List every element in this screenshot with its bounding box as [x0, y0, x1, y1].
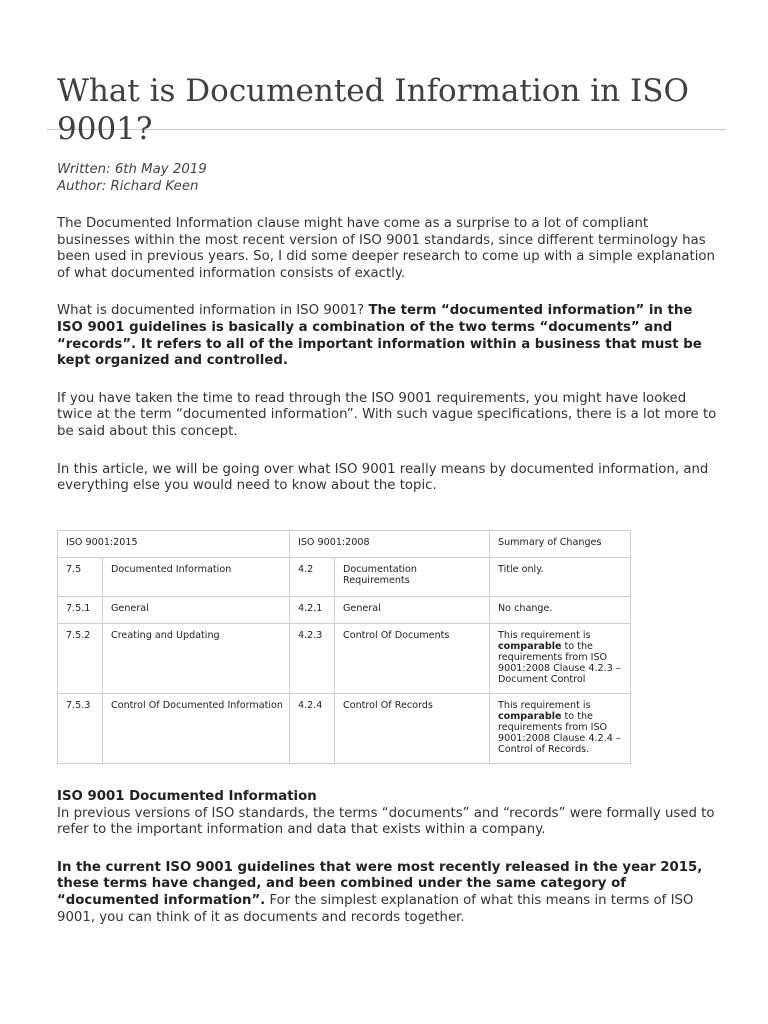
table-row — [58, 558, 631, 597]
table-cell — [490, 624, 631, 694]
table-cell: Title only. — [490, 558, 631, 597]
page-title: What is Documented Information in ISO 9001? — [57, 73, 689, 147]
definition-bold: The term “documented information” in the ISO 9001 guidelines is basically a combination of the two terms “documents” and “records”. It refers to all of the important information within a business that must be kept organized and controlled. — [57, 303, 702, 369]
table-cell: 7.5 — [58, 558, 103, 597]
previous-versions-paragraph: In previous versions of ISO standards, the terms “documents” and “records” were formally used to refer to the important information and data that exists within a company. — [57, 805, 715, 838]
cell-text: to the requirements from ISO 9001:2008 Clause 4.2.4 – Control of Records. — [498, 711, 621, 755]
table-cell: General — [103, 597, 290, 624]
table-cell: 4.2.1 — [290, 597, 335, 624]
table-header-row — [58, 531, 631, 558]
table-cell: 4.2 — [290, 558, 335, 597]
table-cell: No change. — [490, 597, 631, 624]
section-heading: ISO 9001 Documented Information — [57, 789, 317, 804]
table-cell: Creating and Updating — [103, 624, 290, 694]
table-cell: 7.5.2 — [58, 624, 103, 694]
cell-text: This requirement is — [498, 700, 591, 711]
current-guidelines-paragraph — [57, 860, 717, 926]
table-row — [58, 624, 631, 694]
table-cell: 4.2.4 — [290, 694, 335, 764]
definition-lead: What is documented information in ISO 9001? — [57, 303, 369, 319]
table-cell: Documented Information — [103, 558, 290, 597]
intro-paragraph: The Documented Information clause might have come as a surprise to a lot of compliant businesses within the most recent version of ISO 9001 standards, since different terminology has been used in previous years. So, I did some deeper research to come up with a simple explanation of what documented information consists of exactly. — [57, 216, 715, 281]
cell-text: to the requirements from ISO 9001:2008 Clause 4.2.3 – Document Control — [498, 641, 621, 685]
current-guidelines-rest: For the simplest explanation of what this means in terms of ISO 9001, you can think of it as documents and records together. — [57, 892, 694, 925]
definition-paragraph — [57, 303, 717, 369]
table-row — [58, 694, 631, 764]
table-cell: 7.5.3 — [58, 694, 103, 764]
current-guidelines-bold: In the current ISO 9001 guidelines that were most recently released in the year 2015, these terms have changed, and been combined under the same category of “documented information”. — [57, 859, 703, 908]
table-cell: Control Of Documents — [335, 624, 490, 694]
table-header-cell: Summary of Changes — [490, 531, 631, 558]
table-cell: 4.2.3 — [290, 624, 335, 694]
cell-emphasis: comparable — [498, 641, 562, 652]
article-scope-paragraph: In this article, we will be going over what ISO 9001 really means by documented information, and everything else you would need to know about the topic. — [57, 461, 709, 494]
article-header — [57, 72, 717, 495]
table-cell: Control Of Documented Information — [103, 694, 290, 764]
table-header-cell: ISO 9001:2008 — [290, 531, 490, 558]
article-meta — [57, 162, 717, 195]
documented-information-section — [57, 789, 717, 926]
written-date: Written: 6th May 2019 — [57, 162, 207, 177]
table-cell: Documentation Requirements — [335, 558, 490, 597]
cell-emphasis: comparable — [498, 711, 562, 722]
cell-text: This requirement is — [498, 630, 591, 641]
table-header-cell: ISO 9001:2015 — [58, 531, 290, 558]
table-cell: 7.5.1 — [58, 597, 103, 624]
author-line: Author: Richard Keen — [57, 178, 199, 194]
table-cell: General — [335, 597, 490, 624]
table-cell — [490, 694, 631, 764]
comparison-table — [57, 530, 631, 764]
table-cell: Control Of Records — [335, 694, 490, 764]
requirements-paragraph: If you have taken the time to read through the ISO 9001 requirements, you might have looked twice at the term “documented information”. With such vague specifications, there is a lot more to be said about this concept. — [57, 390, 717, 439]
table-row — [58, 597, 631, 624]
